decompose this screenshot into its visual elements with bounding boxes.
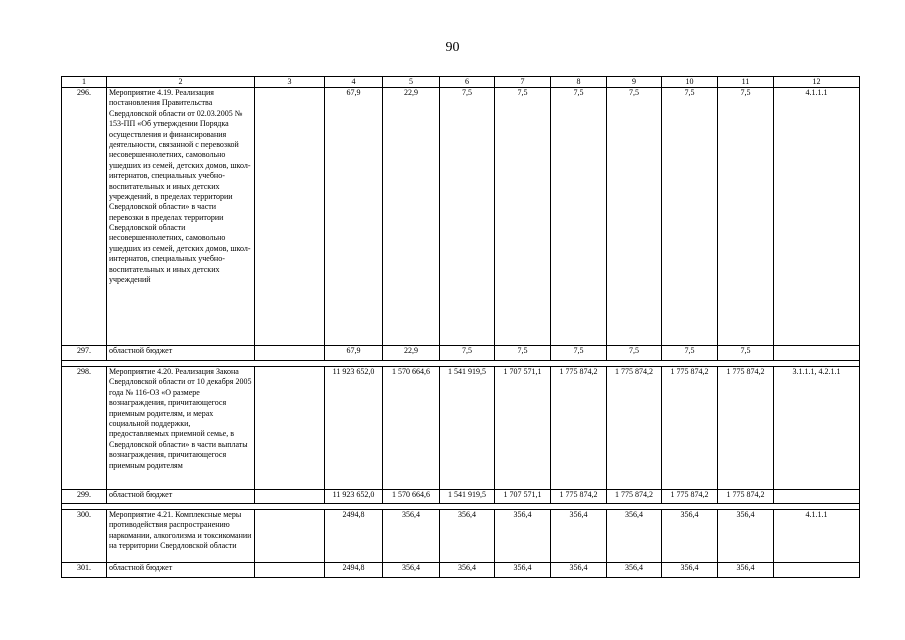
table-cell: 7,5 [551,88,607,346]
header-cell: 1 [62,77,107,88]
table-cell: 356,4 [551,510,607,563]
table-cell: 22,9 [383,88,440,346]
row-description: областной бюджет [107,563,255,578]
row-number: 296. [62,88,107,346]
table-cell: 7,5 [495,88,551,346]
table-cell: 1 570 664,6 [383,490,440,504]
header-cell: 8 [551,77,607,88]
table-cell: 1 541 919,5 [440,367,495,490]
row-description: Мероприятие 4.21. Комплексные меры противодействия распространению наркомании, алкоголизма и токсикомании на территории Свердловской области [107,510,255,563]
table-cell: 1 775 874,2 [718,490,774,504]
row-number: 298. [62,367,107,490]
table-cell: 7,5 [718,88,774,346]
target-code: 4.1.1.1 [774,510,860,563]
table-cell: 7,5 [440,346,495,361]
table-cell: 67,9 [325,346,383,361]
table-cell: 356,4 [383,510,440,563]
table-cell: 1 707 571,1 [495,490,551,504]
table-cell: 356,4 [495,510,551,563]
table-cell: 356,4 [718,563,774,578]
page-number: 90 [445,40,460,55]
table-cell: 356,4 [607,510,662,563]
header-cell: 4 [325,77,383,88]
table-cell: 11 923 652,0 [325,490,383,504]
row-number: 299. [62,490,107,504]
header-row [62,77,860,88]
table-cell: 356,4 [440,563,495,578]
table-cell [255,346,325,361]
table-cell: 1 775 874,2 [607,490,662,504]
target-code: 4.1.1.1 [774,88,860,346]
row-number: 300. [62,510,107,563]
table-cell: 2494,8 [325,563,383,578]
table-cell: 2494,8 [325,510,383,563]
header-cell: 2 [107,77,255,88]
row-number: 297. [62,346,107,361]
table-cell: 1 775 874,2 [551,490,607,504]
table-cell: 1 775 874,2 [607,367,662,490]
table-cell: 356,4 [495,563,551,578]
table-cell: 7,5 [607,346,662,361]
table-cell: 1 775 874,2 [718,367,774,490]
table-row [62,563,860,578]
table-row [62,346,860,361]
table-cell: 356,4 [607,563,662,578]
target-code [774,563,860,578]
table-cell: 7,5 [440,88,495,346]
table-cell: 1 570 664,6 [383,367,440,490]
table-cell: 7,5 [495,346,551,361]
target-code: 3.1.1.1, 4.2.1.1 [774,367,860,490]
table-row [62,367,860,490]
row-description: Мероприятие 4.19. Реализация постановления Правительства Свердловской области от 02.03.2005 № 153-ПП «Об утверждении Порядка осуществления и финансирования деятельности, связанной с перевозкой несовершеннолетних, самовольно ушедших из семей, детских домов, школ-интернатов, специальных учебно-воспитательных и иных детских учреждений, в пределах территории Свердловской области» в части перевозки в пределах территории Свердловской области несовершеннолетних, самовольно ушедших из семей, детских домов, школ-интернатов, специальных учебно-воспитательных и иных детских учреждений [107,88,255,346]
table-cell: 1 707 571,1 [495,367,551,490]
table-cell: 7,5 [607,88,662,346]
table-cell [255,510,325,563]
table-cell: 7,5 [662,346,718,361]
header-cell: 12 [774,77,860,88]
row-description: Мероприятие 4.20. Реализация Закона Свердловской области от 10 декабря 2005 года № 116-ОЗ «О размере вознаграждения, причитающегося приемным родителям, и мерах социальной поддержки, предоставляемых приемной семье, в Свердловской области» в части выплаты вознаграждения, причитающегося приемным родителям [107,367,255,490]
row-description: областной бюджет [107,490,255,504]
target-code [774,490,860,504]
header-cell: 10 [662,77,718,88]
header-cell: 6 [440,77,495,88]
table-cell: 356,4 [440,510,495,563]
table-row [62,490,860,504]
table-cell: 356,4 [383,563,440,578]
table-cell: 11 923 652,0 [325,367,383,490]
table-cell: 7,5 [718,346,774,361]
table-cell: 356,4 [662,563,718,578]
header-cell: 9 [607,77,662,88]
table-cell: 67,9 [325,88,383,346]
table-cell [255,563,325,578]
table-cell [255,367,325,490]
table-cell: 356,4 [662,510,718,563]
header-cell: 3 [255,77,325,88]
table-cell: 1 775 874,2 [662,490,718,504]
table-cell: 1 541 919,5 [440,490,495,504]
table-cell: 1 775 874,2 [662,367,718,490]
program-table [61,76,860,578]
row-number: 301. [62,563,107,578]
header-cell: 5 [383,77,440,88]
table-cell: 7,5 [662,88,718,346]
table-row [62,510,860,563]
table-cell [255,490,325,504]
row-description: областной бюджет [107,346,255,361]
table-cell [255,88,325,346]
table-cell: 1 775 874,2 [551,367,607,490]
header-cell: 11 [718,77,774,88]
target-code [774,346,860,361]
header-cell: 7 [495,77,551,88]
table-row [62,88,860,346]
table-cell: 356,4 [718,510,774,563]
table-cell: 7,5 [551,346,607,361]
table-cell: 22,9 [383,346,440,361]
table-cell: 356,4 [551,563,607,578]
